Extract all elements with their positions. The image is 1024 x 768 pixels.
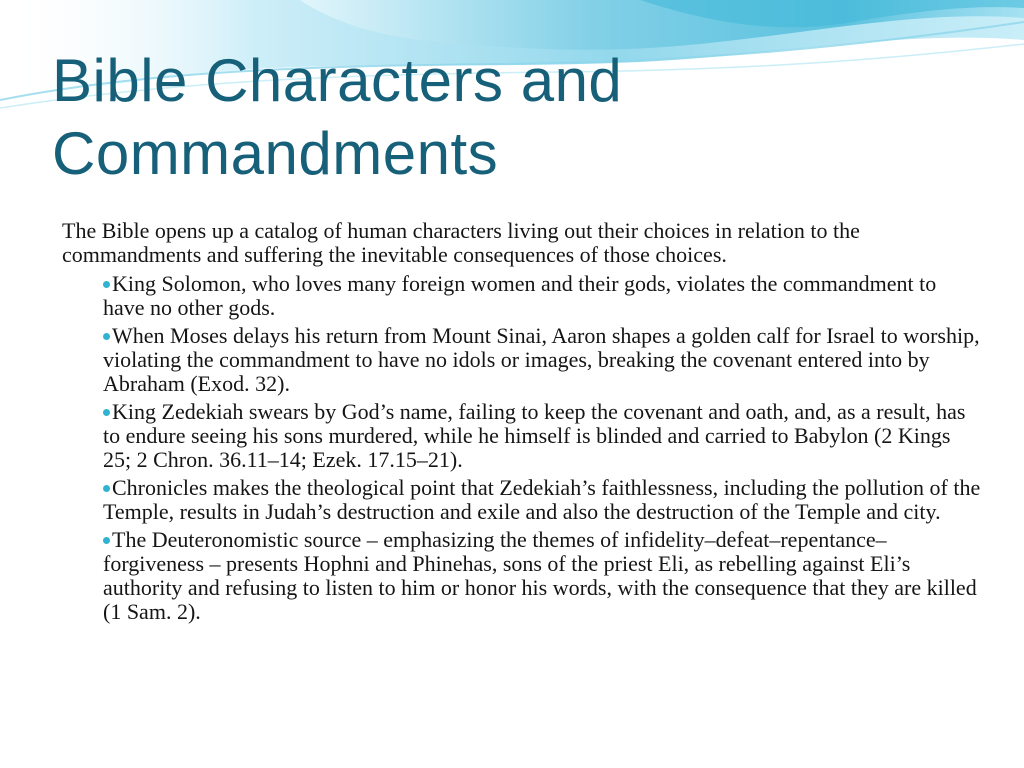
bullet-dot-icon (103, 281, 110, 288)
slide-title: Bible Characters and Commandments (52, 47, 623, 187)
bullet-text: Chronicles makes the theological point that Zedekiah’s faithlessness, including the pollution of the Temple, results in Judah’s destruction and exile and also the destruction of the Temple and city. (103, 475, 981, 524)
bullet-text: The Deuteronomistic source – emphasizing the themes of infidelity–defeat–repentance–forgiveness – presents Hophni and Phinehas, sons of the priest Eli, as rebelling against Eli’s authority and refusing to listen to him or honor his words, with the consequence that they are killed (1 Sam. 2). (103, 527, 977, 624)
bullet-text: King Solomon, who loves many foreign women and their gods, violates the commandment to have no other gods. (103, 271, 937, 320)
bullet-dot-icon (103, 485, 110, 492)
bullet-item-deuteronomistic (103, 528, 982, 624)
bullet-dot-icon (103, 409, 110, 416)
bullet-list (62, 272, 982, 624)
bullet-item-zedekiah (103, 400, 982, 472)
bullet-item-chronicles (103, 476, 982, 524)
bullet-text: King Zedekiah swears by God’s name, failing to keep the covenant and oath, and, as a result, has to endure seeing his sons murdered, while he himself is blinded and carried to Babylon (2 Kings 25; 2 Chron. 36.11–14; Ezek. 17.15–21). (103, 399, 966, 472)
slide-body (62, 219, 982, 628)
bullet-item-moses (103, 324, 982, 396)
bullet-item-solomon (103, 272, 982, 320)
bullet-dot-icon (103, 537, 110, 544)
bullet-text: When Moses delays his return from Mount Sinai, Aaron shapes a golden calf for Israel to worship, violating the commandment to have no idols or images, breaking the covenant entered into by Abraham (Exod. 32). (103, 323, 980, 396)
bullet-dot-icon (103, 333, 110, 340)
intro-paragraph: The Bible opens up a catalog of human characters living out their choices in relation to the commandments and suffering the inevitable consequences of those choices. (62, 218, 860, 267)
